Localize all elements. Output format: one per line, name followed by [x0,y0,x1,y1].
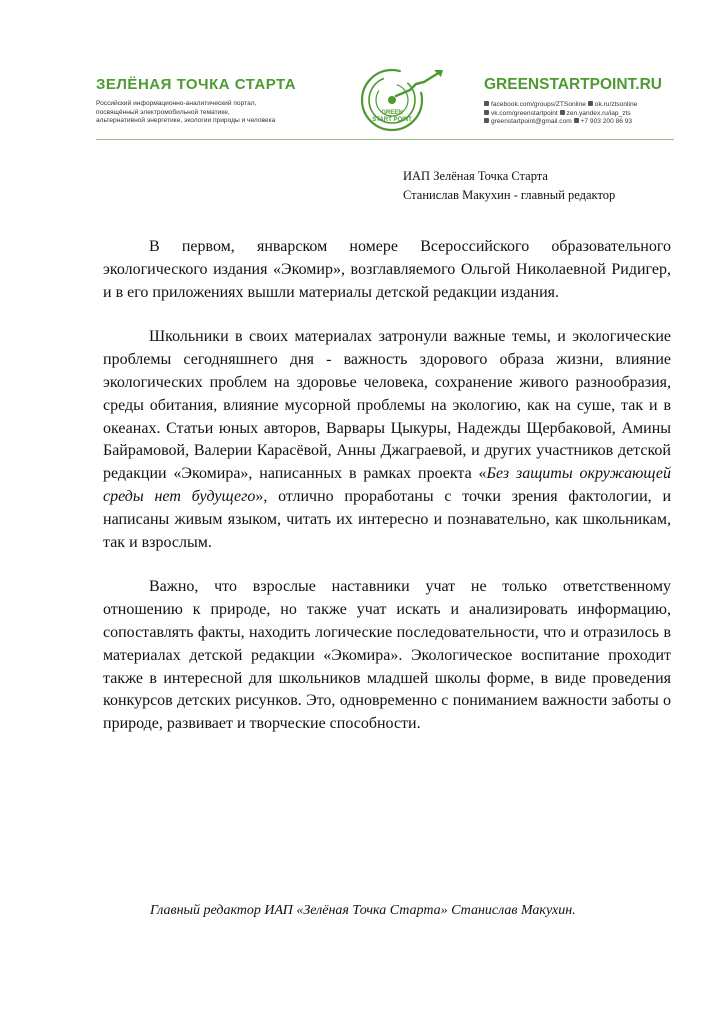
contact-facebook[interactable]: facebook.com/groups/ZTSonline [491,101,586,108]
contact-vk[interactable]: vk.com/greenstartpoint [491,109,558,117]
contact-row [484,101,674,110]
paragraph-1: В первом, январском номере Всероссийского образовательного экологического издания «Экомир», возглавляемого Ольгой Николаевной Ридигер, и в его приложениях вышли материалы детской редакции издания. [103,238,671,301]
paragraph-2-text-start: Школьники в своих материалах затронули важные темы, и экологические проблемы сегодняшнего дня - важность здорового образа жизни, влияние экологических проблем на здоровье человека, сохранение живого разнообразия, среды обитания, влияние мусорной проблемы на экологию, как на суше, так и в океанах. Статьи юных авторов, Варвары Цыкуры, Надежды Щербаковой, Амины Байрамовой, Валерии Карасёвой, Анны Джаграевой, и других участников детской редакции «Экомира», написанных в рамках проекта « [103,328,671,483]
brand-description-line: Российский информационно-аналитический портал, [96,100,257,107]
ok-icon [588,101,593,106]
contact-list [484,101,674,127]
project-title: Без защиты окружающей среды нет будущего [103,465,671,505]
logo-text-green: GREEN [381,110,403,116]
facebook-icon [484,101,489,106]
paragraph-2-text-end: », отлично проработаны с точки зрения фактологии, и написаны живым языком, читать их интересно и познавательно, как школьникам, так и взрослым. [103,487,672,551]
letterhead [96,62,674,140]
zen-icon [560,110,565,115]
sender-block [403,167,615,205]
brand-title: ЗЕЛЁНАЯ ТОЧКА СТАРТА [96,76,297,93]
brand-description-line: альтернативной энергетике, экологии природы и человека [96,117,276,125]
paragraph-3: Важно, что взрослые наставники учат не только ответственному отношению к природе, но также учат искать и анализировать информацию, сопоставлять факты, находить логические последовательности, что и отразилось в материалах детской редакции «Экомира». Экологическое воспитание проходит также в интересной для школьников младшей школы форме, в виде проведения конкурсов детских рисунков. Это, одновременно с пониманием важности заботы о природе, развивает и творческие способности. [103,578,671,733]
logo-text-start-point: START POINT [372,117,412,123]
contact-block [484,76,674,127]
paragraph-2 [103,326,671,554]
contact-row [484,118,674,127]
green-start-point-logo [344,62,454,136]
brand-description [96,100,336,126]
vk-icon [484,110,489,115]
brand-description-line: посвящённый электромобильной тематике, [96,108,230,116]
contact-zen[interactable]: zen.yandex.ru/iap_zts [566,109,631,117]
contact-ok[interactable]: ok.ru/ztsonline [594,101,638,108]
sender-organization: ИАП Зелёная Точка Старта [403,169,548,183]
header-divider [96,139,674,140]
brand-block [96,76,336,126]
contact-phone[interactable]: +7 903 200 86 93 [580,118,633,126]
letter-body [103,236,671,736]
closing-signature: Главный редактор ИАП «Зелёная Точка Старта» Станислав Макухин. [150,903,576,918]
contact-email[interactable]: greenstartpoint@gmail.com [491,118,572,126]
contact-row [484,110,674,119]
email-icon [484,118,489,123]
site-url[interactable]: GREENSTARTPOINT.RU [484,76,662,93]
sender-name-title: Станислав Макухин - главный редактор [403,188,616,202]
phone-icon [574,118,579,123]
